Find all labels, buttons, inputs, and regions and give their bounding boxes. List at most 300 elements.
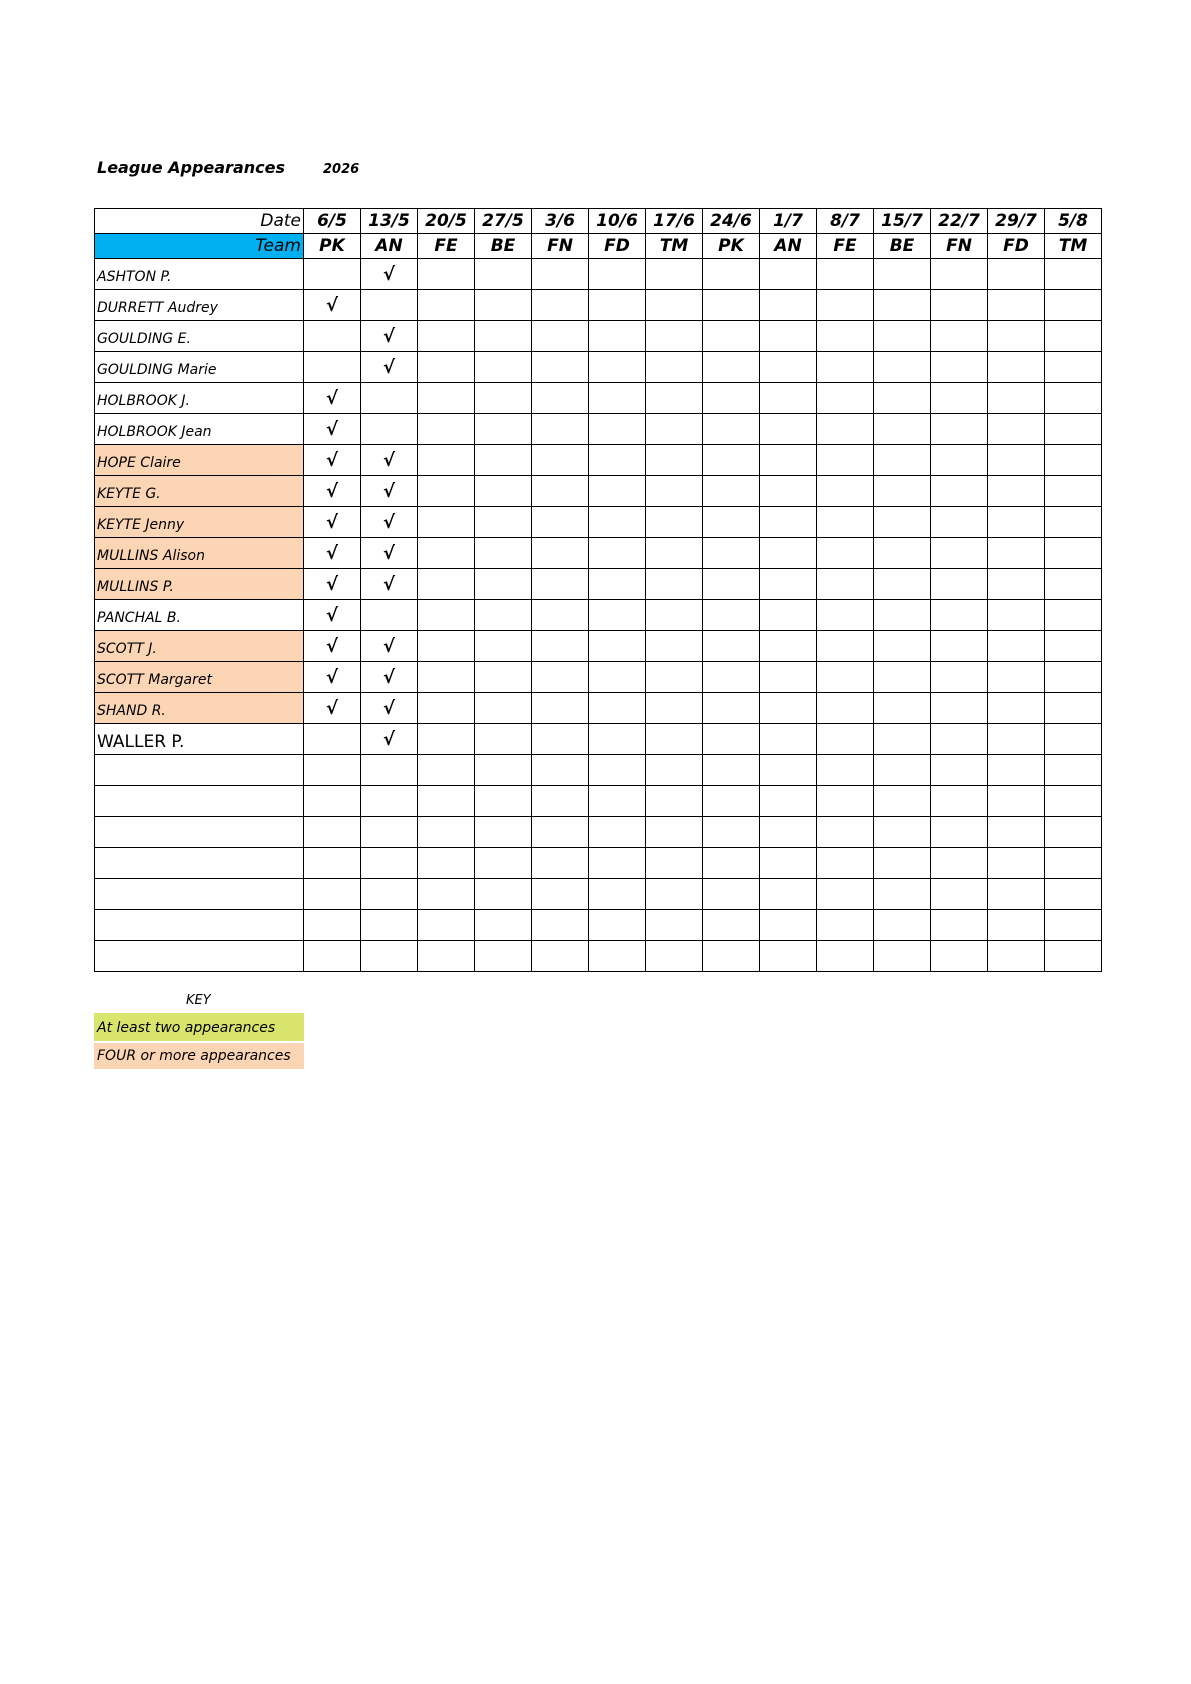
team-header-cell: FE	[817, 234, 874, 259]
appearance-cell	[703, 662, 760, 693]
appearance-check: √	[304, 383, 361, 414]
appearance-cell	[760, 879, 817, 910]
appearance-cell	[817, 290, 874, 321]
appearance-cell	[931, 724, 988, 755]
appearance-cell	[703, 879, 760, 910]
appearance-cell	[931, 445, 988, 476]
appearance-cell	[418, 259, 475, 290]
appearance-cell	[475, 445, 532, 476]
appearance-check: √	[304, 290, 361, 321]
player-name: KEYTE Jenny	[95, 507, 304, 538]
appearance-cell	[475, 259, 532, 290]
appearance-cell	[475, 879, 532, 910]
appearance-cell	[1045, 569, 1102, 600]
table-row	[95, 910, 1102, 941]
appearance-cell	[418, 910, 475, 941]
appearance-cell	[931, 383, 988, 414]
date-header-cell: 6/5	[304, 209, 361, 234]
appearance-cell	[817, 662, 874, 693]
appearance-check: √	[361, 569, 418, 600]
appearance-check: √	[361, 631, 418, 662]
appearance-cell	[931, 476, 988, 507]
appearance-cell	[1045, 259, 1102, 290]
appearance-cell	[817, 538, 874, 569]
appearance-cell	[532, 693, 589, 724]
team-header-cell: BE	[475, 234, 532, 259]
appearance-check: √	[361, 693, 418, 724]
appearance-cell	[874, 631, 931, 662]
appearance-cell	[646, 631, 703, 662]
appearance-cell	[418, 569, 475, 600]
player-name: HOLBROOK J.	[95, 383, 304, 414]
appearance-cell	[988, 693, 1045, 724]
appearance-cell	[703, 600, 760, 631]
appearance-cell	[817, 383, 874, 414]
appearance-cell	[532, 631, 589, 662]
appearance-cell	[646, 445, 703, 476]
team-header-cell: FN	[931, 234, 988, 259]
appearance-cell	[646, 941, 703, 972]
date-header-cell: 29/7	[988, 209, 1045, 234]
team-header-cell: FD	[589, 234, 646, 259]
appearance-cell	[1045, 848, 1102, 879]
appearance-cell	[361, 383, 418, 414]
appearance-cell	[988, 848, 1045, 879]
date-header-cell: 15/7	[874, 209, 931, 234]
appearance-cell	[817, 786, 874, 817]
appearance-cell	[703, 352, 760, 383]
appearance-cell	[760, 755, 817, 786]
appearance-cell	[646, 476, 703, 507]
appearance-cell	[703, 910, 760, 941]
appearance-cell	[817, 879, 874, 910]
appearance-cell	[646, 817, 703, 848]
appearance-cell	[817, 693, 874, 724]
appearance-cell	[760, 352, 817, 383]
appearance-cell	[304, 724, 361, 755]
table-row	[95, 817, 1102, 848]
appearance-check: √	[361, 476, 418, 507]
appearance-cell	[931, 290, 988, 321]
appearance-cell	[988, 817, 1045, 848]
appearance-cell	[646, 290, 703, 321]
appearance-cell	[475, 600, 532, 631]
appearance-cell	[532, 724, 589, 755]
date-header-cell: 27/5	[475, 209, 532, 234]
appearance-cell	[532, 445, 589, 476]
appearance-cell	[817, 631, 874, 662]
appearance-cell	[874, 910, 931, 941]
appearance-cell	[874, 290, 931, 321]
appearance-cell	[988, 724, 1045, 755]
appearance-cell	[532, 662, 589, 693]
appearance-cell	[304, 910, 361, 941]
appearance-cell	[1045, 507, 1102, 538]
appearance-cell	[475, 631, 532, 662]
appearance-cell	[703, 507, 760, 538]
appearance-cell	[931, 786, 988, 817]
appearance-cell	[931, 259, 988, 290]
appearance-cell	[589, 631, 646, 662]
appearance-cell	[1045, 445, 1102, 476]
appearance-check: √	[304, 445, 361, 476]
appearance-cell	[874, 383, 931, 414]
appearance-cell	[931, 879, 988, 910]
appearance-cell	[760, 817, 817, 848]
appearance-cell	[1045, 724, 1102, 755]
appearance-cell	[475, 569, 532, 600]
player-name	[95, 786, 304, 817]
appearance-cell	[760, 724, 817, 755]
appearance-cell	[1045, 414, 1102, 445]
appearance-cell	[532, 290, 589, 321]
appearance-cell	[817, 755, 874, 786]
appearance-cell	[703, 290, 760, 321]
team-label: Team	[95, 234, 304, 259]
appearance-cell	[817, 321, 874, 352]
table-row	[95, 879, 1102, 910]
appearance-check: √	[304, 538, 361, 569]
appearance-cell	[874, 445, 931, 476]
appearance-check: √	[304, 476, 361, 507]
appearance-cell	[1045, 879, 1102, 910]
appearance-cell	[532, 786, 589, 817]
appearance-cell	[931, 662, 988, 693]
appearance-cell	[1045, 352, 1102, 383]
appearance-cell	[418, 817, 475, 848]
appearance-cell	[931, 569, 988, 600]
appearance-cell	[589, 848, 646, 879]
player-name	[95, 848, 304, 879]
appearance-cell	[874, 817, 931, 848]
appearance-cell	[475, 724, 532, 755]
appearance-check: √	[304, 414, 361, 445]
appearance-cell	[988, 507, 1045, 538]
appearance-cell	[646, 848, 703, 879]
appearance-check: √	[361, 321, 418, 352]
appearance-cell	[475, 507, 532, 538]
appearance-cell	[988, 941, 1045, 972]
appearance-cell	[418, 786, 475, 817]
appearance-cell	[703, 786, 760, 817]
page-title: League Appearances	[97, 158, 285, 177]
appearance-cell	[931, 848, 988, 879]
appearance-cell	[475, 693, 532, 724]
appearance-cell	[475, 414, 532, 445]
appearance-cell	[361, 941, 418, 972]
appearance-cell	[646, 600, 703, 631]
appearance-cell	[1045, 538, 1102, 569]
date-header-cell: 5/8	[1045, 209, 1102, 234]
appearances-table	[94, 208, 1102, 972]
appearance-cell	[988, 538, 1045, 569]
team-header-cell: BE	[874, 234, 931, 259]
appearance-cell	[817, 352, 874, 383]
appearance-cell	[703, 693, 760, 724]
appearance-cell	[646, 755, 703, 786]
player-name: HOLBROOK Jean	[95, 414, 304, 445]
appearance-cell	[988, 445, 1045, 476]
player-name: ASHTON P.	[95, 259, 304, 290]
appearance-cell	[931, 817, 988, 848]
appearance-cell	[1045, 290, 1102, 321]
appearance-cell	[703, 445, 760, 476]
appearance-cell	[760, 693, 817, 724]
appearance-cell	[988, 290, 1045, 321]
appearance-check: √	[304, 631, 361, 662]
team-header-cell: PK	[703, 234, 760, 259]
appearance-cell	[988, 569, 1045, 600]
appearance-cell	[589, 817, 646, 848]
key-two-appearances: At least two appearances	[94, 1013, 304, 1041]
appearance-cell	[760, 414, 817, 445]
appearance-cell	[532, 910, 589, 941]
appearance-cell	[760, 445, 817, 476]
appearance-cell	[475, 755, 532, 786]
key-title: KEY	[186, 993, 211, 1008]
appearance-cell	[931, 941, 988, 972]
player-name: MULLINS Alison	[95, 538, 304, 569]
appearance-cell	[646, 352, 703, 383]
appearance-cell	[589, 693, 646, 724]
appearance-cell	[988, 321, 1045, 352]
appearance-cell	[418, 290, 475, 321]
appearance-cell	[703, 569, 760, 600]
team-header-cell: TM	[1045, 234, 1102, 259]
appearance-cell	[532, 321, 589, 352]
appearance-cell	[1045, 910, 1102, 941]
appearance-cell	[931, 352, 988, 383]
appearance-cell	[418, 600, 475, 631]
appearance-check: √	[361, 538, 418, 569]
appearance-cell	[646, 693, 703, 724]
team-header-cell: PK	[304, 234, 361, 259]
appearance-cell	[361, 755, 418, 786]
appearance-cell	[361, 879, 418, 910]
appearance-cell	[931, 414, 988, 445]
appearance-cell	[361, 600, 418, 631]
appearance-cell	[988, 910, 1045, 941]
appearance-cell	[418, 383, 475, 414]
table-row	[95, 290, 1102, 321]
appearance-cell	[646, 910, 703, 941]
appearance-cell	[304, 259, 361, 290]
appearance-cell	[589, 569, 646, 600]
appearance-cell	[418, 755, 475, 786]
appearance-cell	[1045, 383, 1102, 414]
appearance-cell	[1045, 693, 1102, 724]
appearance-cell	[475, 786, 532, 817]
appearance-cell	[760, 290, 817, 321]
appearance-cell	[532, 383, 589, 414]
appearance-cell	[589, 383, 646, 414]
date-header-cell: 22/7	[931, 209, 988, 234]
appearance-cell	[589, 538, 646, 569]
player-name: GOULDING E.	[95, 321, 304, 352]
appearance-cell	[817, 445, 874, 476]
appearance-cell	[418, 879, 475, 910]
appearance-cell	[532, 352, 589, 383]
player-name	[95, 910, 304, 941]
date-header-cell: 20/5	[418, 209, 475, 234]
team-header-cell: TM	[646, 234, 703, 259]
appearance-cell	[475, 817, 532, 848]
appearance-cell	[589, 941, 646, 972]
appearance-check: √	[361, 662, 418, 693]
team-header-cell: FN	[532, 234, 589, 259]
appearance-cell	[361, 786, 418, 817]
appearance-cell	[418, 941, 475, 972]
appearance-cell	[760, 848, 817, 879]
appearance-cell	[988, 414, 1045, 445]
appearance-cell	[646, 662, 703, 693]
appearance-check: √	[361, 259, 418, 290]
appearance-cell	[988, 662, 1045, 693]
table-row	[95, 755, 1102, 786]
player-name: SHAND R.	[95, 693, 304, 724]
appearance-check: √	[304, 693, 361, 724]
appearance-cell	[703, 476, 760, 507]
date-header-cell: 3/6	[532, 209, 589, 234]
appearance-cell	[988, 786, 1045, 817]
appearance-cell	[304, 786, 361, 817]
appearance-cell	[817, 910, 874, 941]
appearance-cell	[589, 910, 646, 941]
appearance-cell	[931, 507, 988, 538]
table-row	[95, 476, 1102, 507]
date-header-cell: 8/7	[817, 209, 874, 234]
appearance-cell	[1045, 600, 1102, 631]
appearance-cell	[874, 786, 931, 817]
appearance-cell	[304, 848, 361, 879]
appearance-cell	[817, 941, 874, 972]
season-year: 2026	[323, 162, 360, 177]
appearance-cell	[874, 693, 931, 724]
date-label: Date	[95, 209, 304, 234]
appearance-cell	[475, 321, 532, 352]
appearance-cell	[532, 414, 589, 445]
team-header-row	[95, 234, 1102, 259]
appearance-cell	[703, 817, 760, 848]
appearance-cell	[475, 662, 532, 693]
appearance-cell	[589, 476, 646, 507]
appearance-cell	[475, 476, 532, 507]
appearance-cell	[589, 600, 646, 631]
table-row	[95, 507, 1102, 538]
appearance-cell	[874, 476, 931, 507]
appearance-cell	[817, 476, 874, 507]
appearance-cell	[1045, 631, 1102, 662]
appearance-cell	[646, 879, 703, 910]
appearance-cell	[418, 693, 475, 724]
appearance-cell	[304, 879, 361, 910]
team-header-cell: FE	[418, 234, 475, 259]
date-header-cell: 1/7	[760, 209, 817, 234]
appearance-cell	[646, 383, 703, 414]
table-row	[95, 538, 1102, 569]
appearance-cell	[703, 538, 760, 569]
appearance-cell	[532, 848, 589, 879]
appearance-cell	[874, 879, 931, 910]
appearance-cell	[589, 662, 646, 693]
appearance-check: √	[361, 445, 418, 476]
appearance-cell	[817, 817, 874, 848]
appearance-cell	[304, 755, 361, 786]
appearance-check: √	[361, 352, 418, 383]
appearance-cell	[1045, 662, 1102, 693]
appearance-cell	[817, 724, 874, 755]
appearance-cell	[931, 321, 988, 352]
appearance-cell	[589, 879, 646, 910]
appearance-cell	[874, 538, 931, 569]
appearance-cell	[817, 414, 874, 445]
appearance-cell	[475, 848, 532, 879]
player-name: SCOTT J.	[95, 631, 304, 662]
appearance-cell	[361, 414, 418, 445]
appearance-cell	[817, 600, 874, 631]
appearance-cell	[760, 383, 817, 414]
appearance-cell	[361, 848, 418, 879]
appearance-check: √	[361, 724, 418, 755]
table-row	[95, 600, 1102, 631]
appearance-cell	[760, 941, 817, 972]
appearance-cell	[361, 290, 418, 321]
appearance-cell	[988, 755, 1045, 786]
appearance-cell	[988, 631, 1045, 662]
date-header-row	[95, 209, 1102, 234]
player-name: SCOTT Margaret	[95, 662, 304, 693]
appearance-cell	[646, 724, 703, 755]
team-header-cell: AN	[760, 234, 817, 259]
appearance-cell	[760, 786, 817, 817]
appearance-cell	[646, 321, 703, 352]
appearance-cell	[931, 600, 988, 631]
appearance-cell	[475, 941, 532, 972]
appearance-cell	[418, 352, 475, 383]
date-header-cell: 13/5	[361, 209, 418, 234]
appearance-cell	[988, 352, 1045, 383]
appearance-cell	[475, 383, 532, 414]
appearance-cell	[418, 848, 475, 879]
player-name	[95, 879, 304, 910]
table-row	[95, 383, 1102, 414]
player-name: WALLER P.	[95, 724, 304, 755]
appearance-check: √	[304, 507, 361, 538]
appearance-cell	[703, 848, 760, 879]
appearance-cell	[589, 507, 646, 538]
appearance-cell	[874, 352, 931, 383]
table-row	[95, 662, 1102, 693]
appearance-cell	[703, 321, 760, 352]
appearance-cell	[532, 600, 589, 631]
appearance-cell	[817, 259, 874, 290]
appearance-cell	[646, 538, 703, 569]
appearance-cell	[589, 321, 646, 352]
appearance-check: √	[304, 600, 361, 631]
appearance-cell	[475, 538, 532, 569]
appearance-cell	[703, 631, 760, 662]
appearance-cell	[931, 755, 988, 786]
appearance-check: √	[304, 569, 361, 600]
appearance-cell	[589, 352, 646, 383]
table-row	[95, 445, 1102, 476]
date-header-cell: 10/6	[589, 209, 646, 234]
appearance-check: √	[361, 507, 418, 538]
appearance-cell	[589, 445, 646, 476]
appearance-cell	[988, 476, 1045, 507]
appearance-cell	[361, 910, 418, 941]
appearance-cell	[418, 321, 475, 352]
